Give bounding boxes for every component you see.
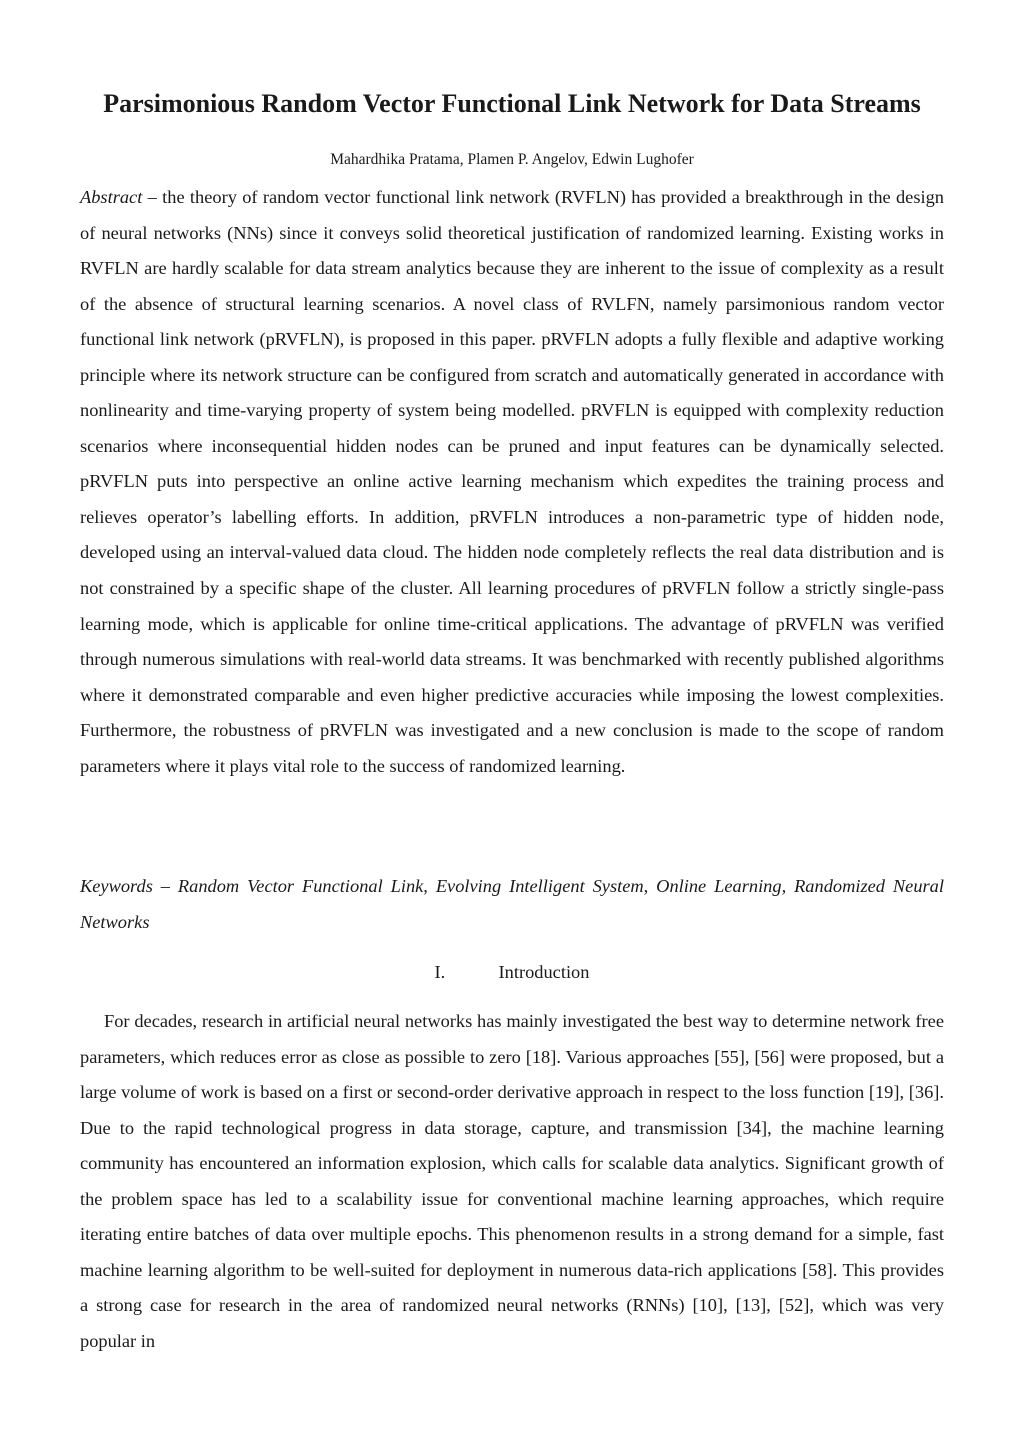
abstract-text: the theory of random vector functional link network (RVFLN) has provided a breakthrough in the design of neural networks (NNs) since it conveys solid theoretical justification of randomized learning. Existing works in RVFLN are hardly scalable for data stream analytics because they are inherent to the issue of complexity as a result of the absence of structural learning scenarios. A novel class of RVLFN, namely parsimonious random vector functional link network (pRVFLN), is proposed in this paper. pRVFLN adopts a fully flexible and adaptive working principle where its network structure can be configured from scratch and automatically generated in accordance with nonlinearity and time-varying property of system being modelled. pRVFLN is equipped with complexity reduction scenarios where inconsequential hidden nodes can be pruned and input features can be dynamically selected. pRVFLN puts into perspective an online active learning mechanism which expedites the training process and relieves operator’s labelling efforts. In addition, pRVFLN introduces a non-parametric type of hidden node, developed using an interval-valued data cloud. The hidden node completely reflects the real data distribution and is not constrained by a specific shape of the cluster. All learning procedures of pRVFLN follow a strictly single-pass learning mode, which is applicable for online time-critical applications. The advantage of pRVFLN was verified through numerous simulations with real-world data streams. It was benchmarked with recently published algorithms where it demonstrated comparable and even higher predictive accuracies while imposing the lowest complexities. Furthermore, the robustness of pRVFLN was investigated and a new conclusion is made to the scope of random parameters where it plays vital role to the success of randomized learning.	[80, 187, 945, 776]
keywords-label: Keywords	[80, 876, 153, 896]
section-number: I.	[434, 962, 446, 982]
keywords-paragraph	[80, 869, 944, 940]
author-list: Mahardhika Pratama, Plamen P. Angelov, Edwin Lughofer	[330, 151, 694, 168]
introduction-paragraph: For decades, research in artificial neural networks has mainly investigated the best way to determine network free parameters, which reduces error as close as possible to zero [18]. Various approaches [55], [56] were proposed, but a large volume of work is based on a first or second-order derivative approach in respect to the loss function [19], [36]. Due to the rapid technological progress in data storage, capture, and transmission [34], the machine learning community has encountered an information explosion, which calls for scalable data analytics. Significant growth of the problem space has led to a scalability issue for conventional machine learning approaches, which require iterating entire batches of data over multiple epochs. This phenomenon results in a strong demand for a simple, fast machine learning algorithm to be well-suited for deployment in numerous data-rich applications [58]. This provides a strong case for research in the area of randomized neural networks (RNNs) [10], [13], [52], which was very popular in	[80, 1011, 944, 1351]
keywords-text: Random Vector Functional Link, Evolving Intelligent System, Online Learning, Randomized Neural Networks	[80, 876, 944, 932]
abstract-paragraph	[80, 180, 944, 784]
section-heading-introduction	[80, 955, 944, 990]
section-title: Introduction	[498, 962, 590, 982]
paper-title: Parsimonious Random Vector Functional Link Network for Data Streams	[103, 89, 921, 118]
abstract-separator: –	[142, 187, 163, 207]
keywords-separator: –	[152, 876, 178, 896]
abstract-label: Abstract	[80, 187, 143, 207]
